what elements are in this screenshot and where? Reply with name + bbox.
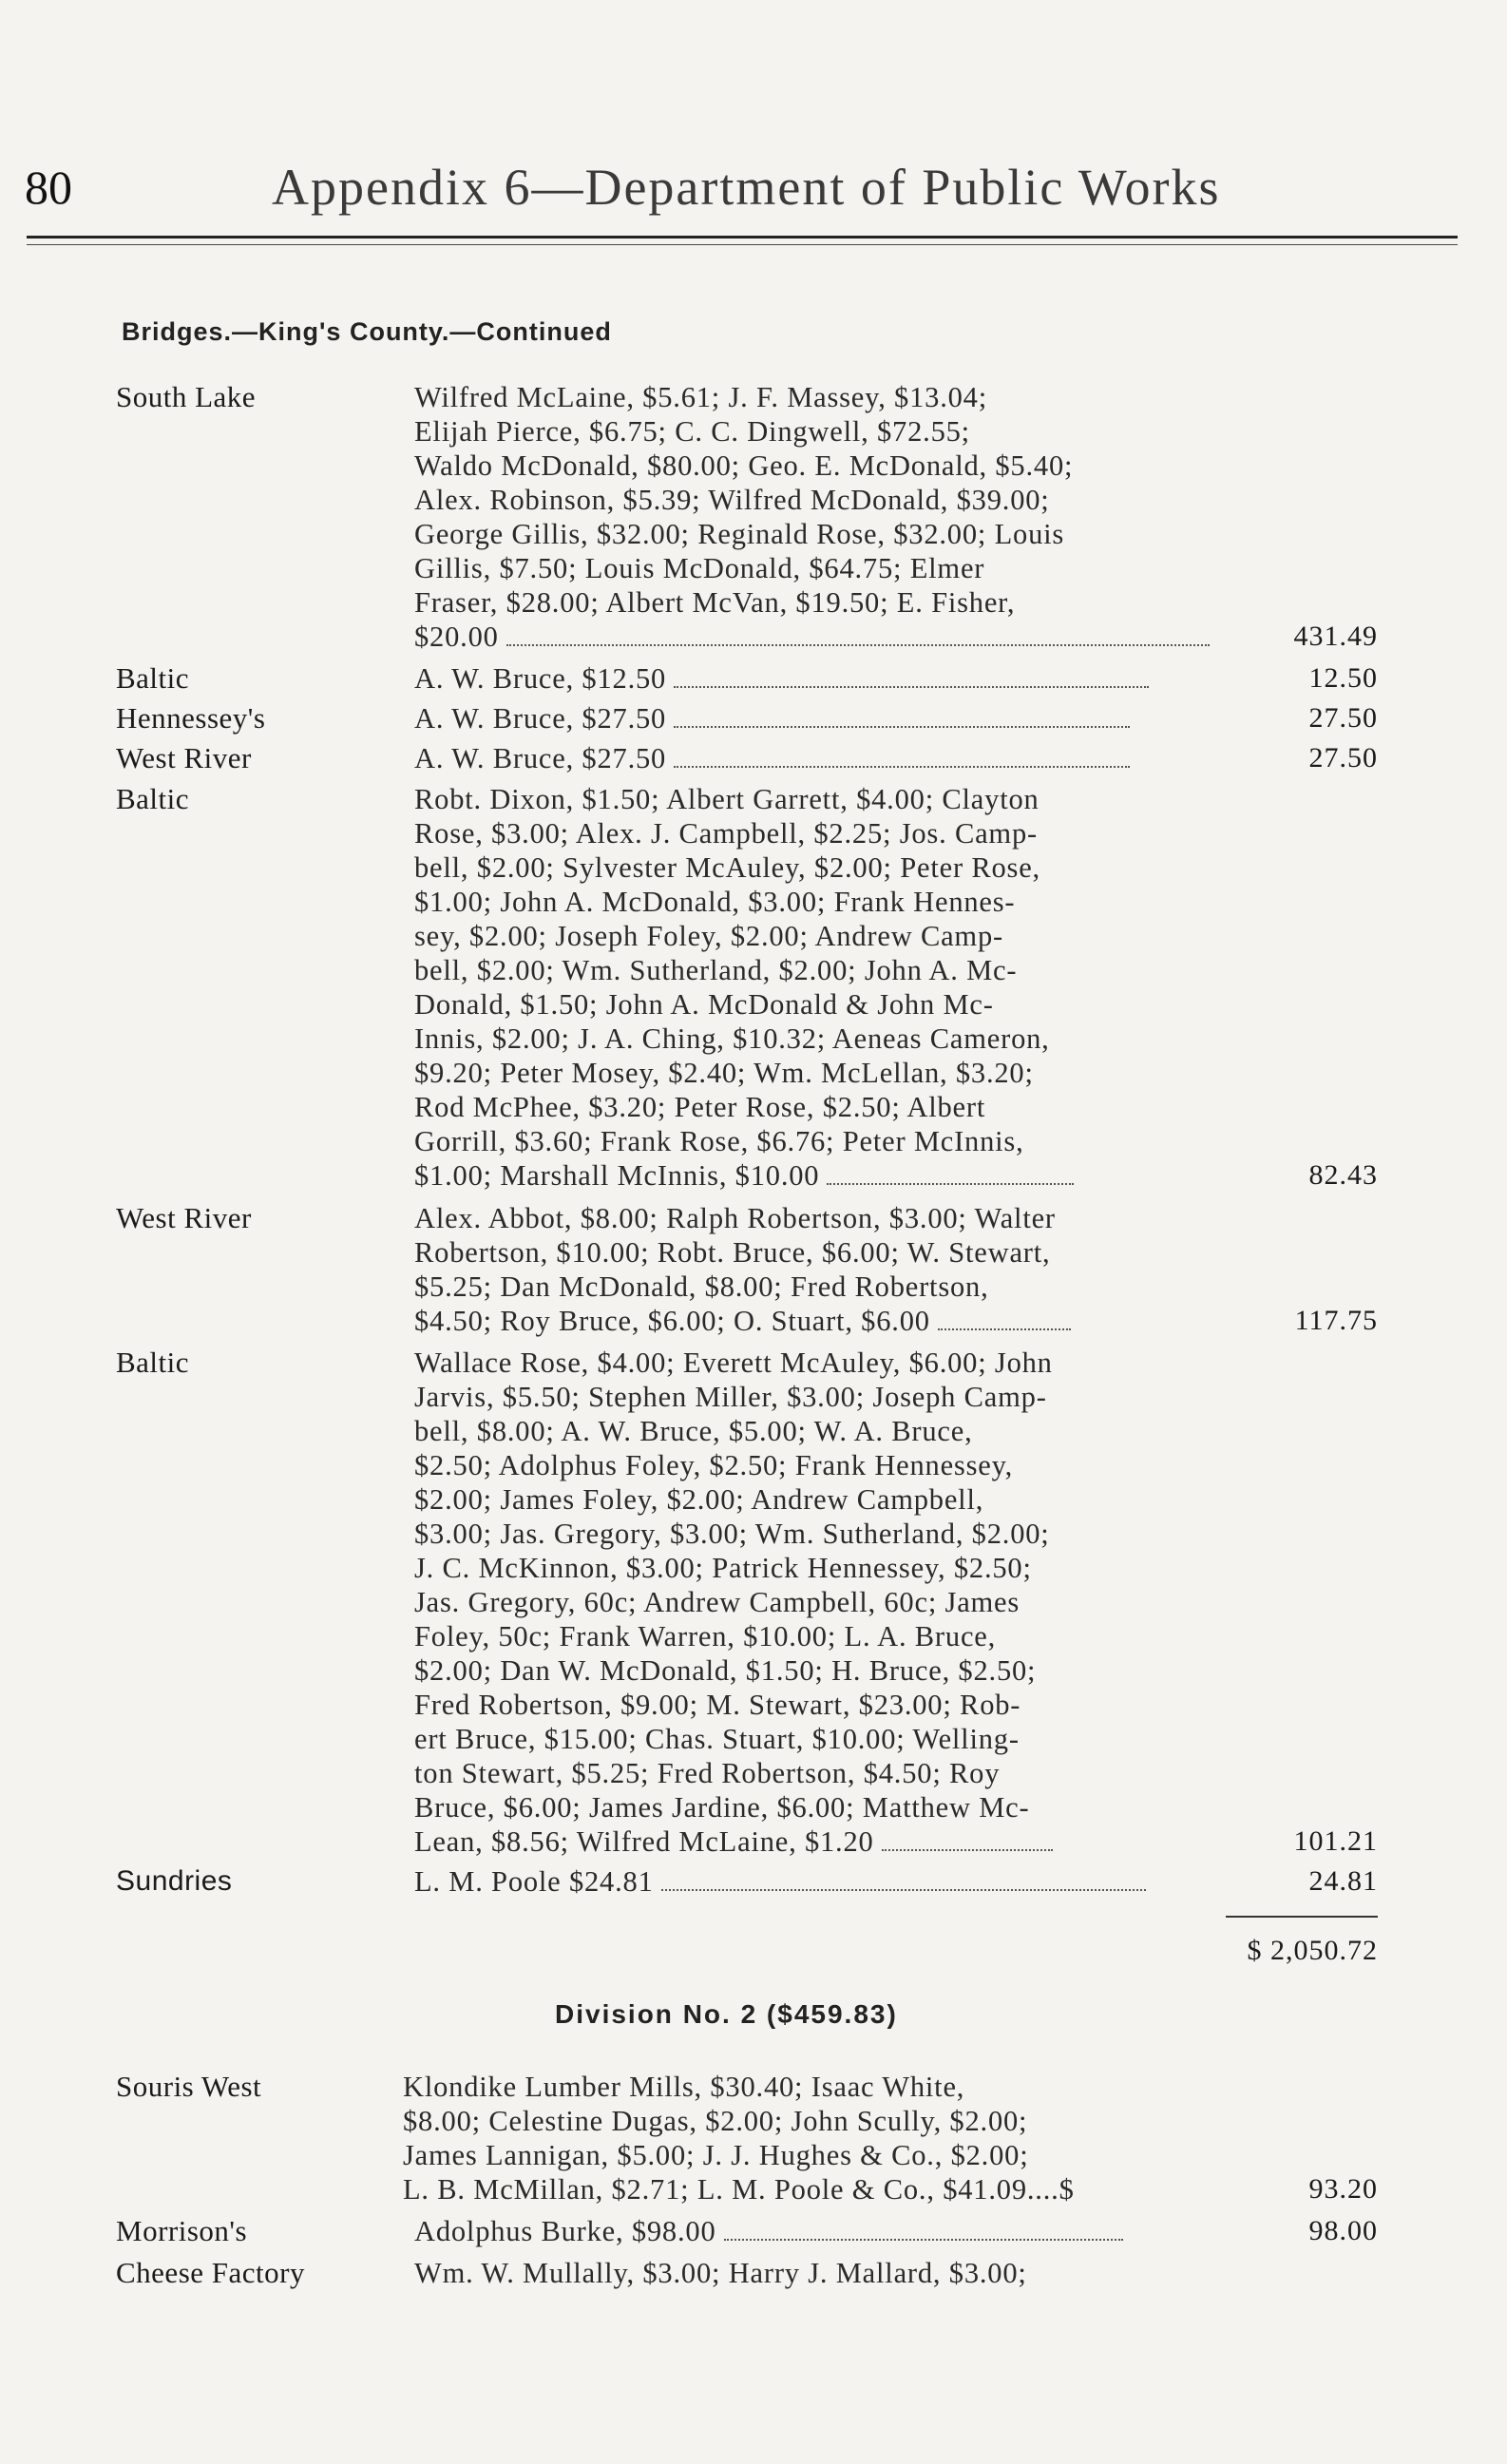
- entry-description: [414, 2214, 1231, 2248]
- desc-line: L. B. McMillan, $2.71; L. M. Poole & Co., $41.09....$: [403, 2173, 1075, 2206]
- dot-leader: [938, 1328, 1071, 1330]
- desc-line: $2.00; James Foley, $2.00; Andrew Campbell,: [414, 1483, 984, 1516]
- desc-line: Rod McPhee, $3.20; Peter Rose, $2.50; Albert: [414, 1091, 986, 1123]
- dot-leader: [882, 1848, 1053, 1851]
- entry-amount: 12.50: [1308, 662, 1378, 694]
- desc-line: $20.00: [414, 620, 1231, 654]
- desc-line: Elijah Pierce, $6.75; C. C. Dingwell, $72.55;: [414, 415, 970, 448]
- desc-line: Jas. Gregory, 60c; Andrew Campbell, 60c; James: [414, 1586, 1021, 1618]
- dot-leader: [661, 1888, 1146, 1891]
- section-heading: Bridges.—King's County.—Continued: [122, 317, 612, 346]
- desc-line: bell, $8.00; A. W. Bruce, $5.00; W. A. Bruce,: [414, 1415, 973, 1447]
- entry-description: [414, 380, 1231, 654]
- entry-amount: 27.50: [1308, 742, 1378, 774]
- desc-line: Gillis, $7.50; Louis McDonald, $64.75; Elmer: [414, 552, 985, 584]
- desc-line: $2.50; Adolphus Foley, $2.50; Frank Hennessey,: [414, 1449, 1014, 1481]
- entry-description: [414, 782, 1231, 1193]
- dot-leader: [674, 725, 1130, 728]
- desc-line: George Gillis, $32.00; Reginald Rose, $32.00; Louis: [414, 518, 1065, 550]
- entry-place: Hennessey's: [116, 701, 266, 735]
- desc-line: Wilfred McLaine, $5.61; J. F. Massey, $13.04;: [414, 381, 987, 413]
- desc-line: Donald, $1.50; John A. McDonald & John Mc-: [414, 988, 994, 1021]
- desc-line: Bruce, $6.00; James Jardine, $6.00; Matthew Mc-: [414, 1791, 1030, 1824]
- desc-line: Lean, $8.56; Wilfred McLaine, $1.20: [414, 1824, 1231, 1859]
- desc-line: Wallace Rose, $4.00; Everett McAuley, $6.00; John: [414, 1347, 1053, 1379]
- entry-amount: 27.50: [1308, 702, 1378, 734]
- desc-line: ert Bruce, $15.00; Chas. Stuart, $10.00; Welling-: [414, 1723, 1020, 1755]
- desc-line: Adolphus Burke, $98.00: [414, 2214, 1231, 2248]
- desc-line: $5.25; Dan McDonald, $8.00; Fred Robertson,: [414, 1270, 989, 1303]
- grand-total: $ 2,050.72: [1247, 1935, 1378, 1966]
- entry-amount: 82.43: [1308, 1159, 1378, 1191]
- desc-line: Robt. Dixon, $1.50; Albert Garrett, $4.00; Clayton: [414, 783, 1040, 815]
- entry-amount: 431.49: [1293, 621, 1378, 652]
- desc-line: Rose, $3.00; Alex. J. Campbell, $2.25; Jos. Camp-: [414, 817, 1038, 850]
- dot-leader: [506, 643, 1210, 646]
- entry-amount: 98.00: [1308, 2215, 1378, 2246]
- entry-description: [414, 1346, 1231, 1859]
- page-number: 80: [25, 161, 72, 214]
- desc-line: Fred Robertson, $9.00; M. Stewart, $23.00; Rob-: [414, 1689, 1021, 1721]
- desc-line: $3.00; Jas. Gregory, $3.00; Wm. Sutherland, $2.00;: [414, 1518, 1050, 1550]
- entry-description: [414, 661, 1231, 696]
- desc-line: J. C. McKinnon, $3.00; Patrick Hennessey, $2.50;: [414, 1552, 1032, 1584]
- desc-line: Wm. W. Mullally, $3.00; Harry J. Mallard, $3.00;: [414, 2257, 1027, 2289]
- dot-leader: [724, 2238, 1123, 2241]
- entry-amount: 24.81: [1308, 1865, 1378, 1897]
- entry-description: [414, 1864, 1231, 1899]
- entry-place: Cheese Factory: [116, 2256, 305, 2289]
- desc-line: Gorrill, $3.60; Frank Rose, $6.76; Peter McInnis,: [414, 1125, 1024, 1157]
- entry-description: [414, 741, 1231, 775]
- desc-line: A. W. Bruce, $27.50: [414, 741, 1231, 775]
- entry-place: Sundries: [116, 1865, 233, 1897]
- entry-description: [403, 2070, 1231, 2206]
- desc-line: A. W. Bruce, $27.50: [414, 701, 1231, 735]
- desc-line: sey, $2.00; Joseph Foley, $2.00; Andrew Camp-: [414, 920, 1003, 952]
- header-rule: [27, 236, 1458, 245]
- entry-description: [414, 2256, 1231, 2290]
- desc-line: James Lannigan, $5.00; J. J. Hughes & Co., $2.00;: [403, 2139, 1029, 2171]
- desc-line: $8.00; Celestine Dugas, $2.00; John Scully, $2.00;: [403, 2105, 1028, 2137]
- entry-place: West River: [116, 1201, 252, 1234]
- dot-leader: [674, 765, 1130, 768]
- entry-amount: 117.75: [1294, 1305, 1378, 1336]
- entry-description: [414, 701, 1231, 735]
- entry-description: [414, 1201, 1231, 1338]
- entry-place: Baltic: [116, 782, 190, 815]
- desc-line: bell, $2.00; Wm. Sutherland, $2.00; John A. Mc-: [414, 954, 1018, 986]
- entry-place: West River: [116, 741, 252, 774]
- dot-leader: [674, 685, 1149, 688]
- entry-place: Baltic: [116, 661, 190, 695]
- desc-line: L. M. Poole $24.81: [414, 1864, 1231, 1899]
- desc-line: Fraser, $28.00; Albert McVan, $19.50; E. Fisher,: [414, 586, 1016, 619]
- desc-line: $1.00; John A. McDonald, $3.00; Frank Hennes-: [414, 886, 1016, 918]
- desc-line: Robertson, $10.00; Robt. Bruce, $6.00; W. Stewart,: [414, 1236, 1051, 1269]
- desc-line: Waldo McDonald, $80.00; Geo. E. McDonald, $5.40;: [414, 449, 1074, 482]
- desc-line: bell, $2.00; Sylvester McAuley, $2.00; Peter Rose,: [414, 851, 1040, 884]
- division-heading: Division No. 2 ($459.83): [555, 1999, 898, 2029]
- running-head: Appendix 6—Department of Public Works: [272, 159, 1221, 216]
- entry-place: Morrison's: [116, 2214, 248, 2247]
- desc-line: Foley, 50c; Frank Warren, $10.00; L. A. Bruce,: [414, 1620, 997, 1652]
- entry-place: Baltic: [116, 1346, 190, 1379]
- desc-line: Alex. Abbot, $8.00; Ralph Robertson, $3.00; Walter: [414, 1202, 1056, 1234]
- total-rule: [1226, 1916, 1378, 1918]
- desc-line: $1.00; Marshall McInnis, $10.00: [414, 1158, 1231, 1193]
- entry-amount: 101.21: [1293, 1825, 1378, 1857]
- desc-line: A. W. Bruce, $12.50: [414, 661, 1231, 696]
- desc-line: $4.50; Roy Bruce, $6.00; O. Stuart, $6.00: [414, 1304, 1231, 1338]
- desc-line: Innis, $2.00; J. A. Ching, $10.32; Aeneas Cameron,: [414, 1022, 1050, 1055]
- dot-leader: [827, 1182, 1074, 1185]
- desc-line: Klondike Lumber Mills, $30.40; Isaac White,: [403, 2071, 965, 2103]
- entry-place: South Lake: [116, 380, 257, 413]
- entry-place: Souris West: [116, 2070, 262, 2103]
- entry-amount: 93.20: [1308, 2173, 1378, 2205]
- desc-line: Jarvis, $5.50; Stephen Miller, $3.00; Joseph Camp-: [414, 1381, 1047, 1413]
- desc-line: $9.20; Peter Mosey, $2.40; Wm. McLellan, $3.20;: [414, 1057, 1034, 1089]
- desc-line: Alex. Robinson, $5.39; Wilfred McDonald, $39.00;: [414, 484, 1050, 516]
- desc-line: ton Stewart, $5.25; Fred Robertson, $4.50; Roy: [414, 1757, 1001, 1789]
- desc-line: $2.00; Dan W. McDonald, $1.50; H. Bruce, $2.50;: [414, 1654, 1037, 1687]
